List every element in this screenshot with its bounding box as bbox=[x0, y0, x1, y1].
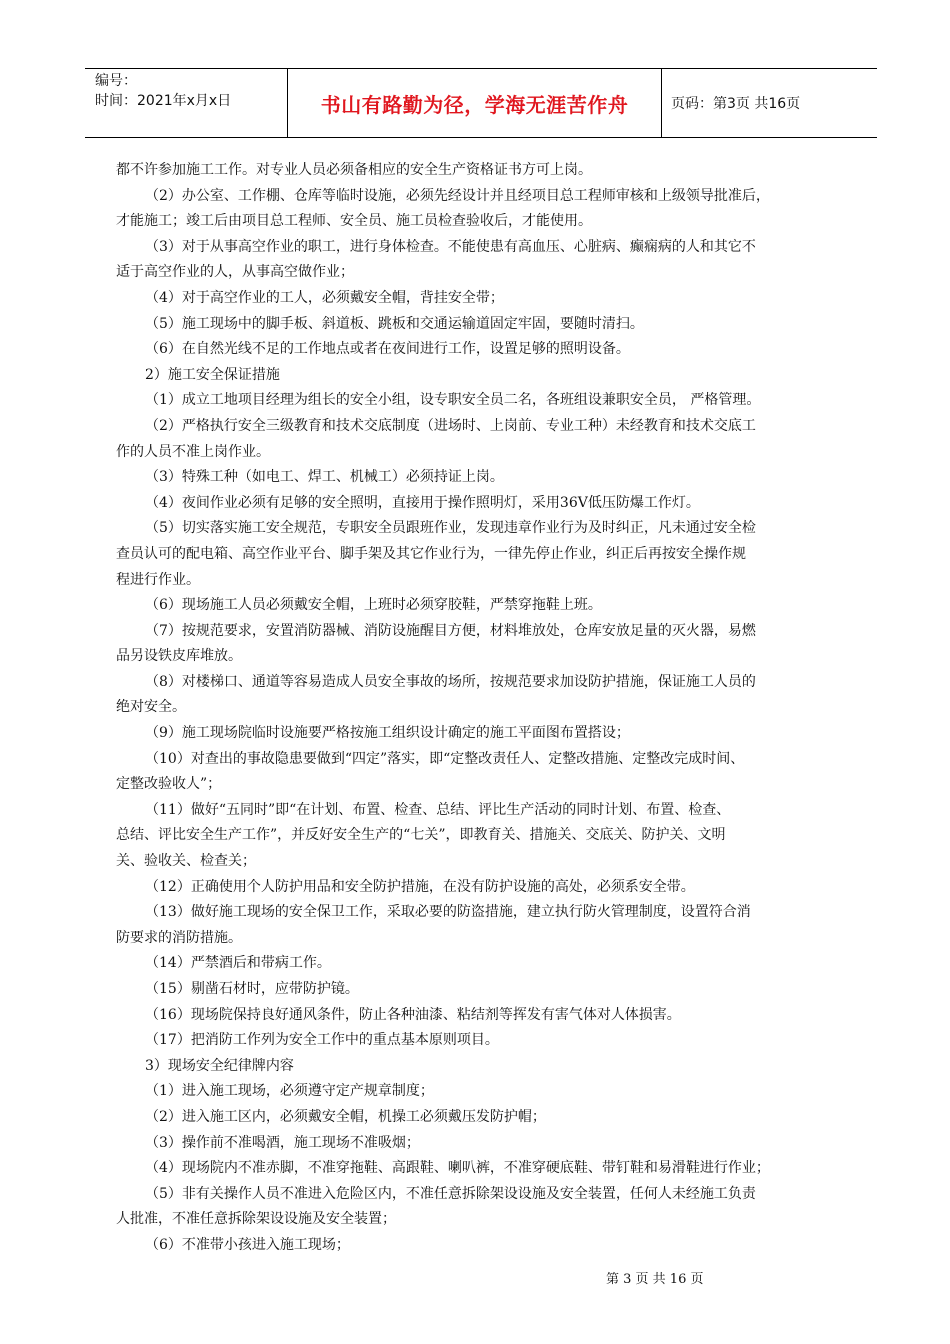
body-line: （6）不准带小孩进入施工现场； bbox=[145, 1236, 350, 1253]
page-footer: 第 3 页 共 16 页 bbox=[606, 1272, 704, 1287]
body-line: （11）做好“五同时”即“在计划、布置、检查、总结、评比生产活动的同时计划、布置、检查、 bbox=[145, 801, 731, 818]
body-line: （2）办公室、工作棚、仓库等临时设施，必须先经设计并且经项目总工程师审核和上级领导批准后， bbox=[145, 187, 770, 204]
body-line: 关、验收关、检查关； bbox=[116, 853, 256, 870]
body-line: 定整改验收人”； bbox=[116, 776, 222, 793]
body-line: （13）做好施工现场的安全保卫工作，采取必要的防盗措施，建立执行防火管理制度，设置符合消 bbox=[145, 904, 751, 921]
body-line: （7）按规范要求，安置消防器械、消防设施醒目方便，材料堆放处，仓库安放足量的灭火器，易燃 bbox=[145, 622, 756, 639]
body-line: 才能施工；竣工后由项目总工程师、安全员、施工员检查验收后，才能使用。 bbox=[116, 213, 592, 230]
header-motto: 书山有路勤为径，学海无涯苦作舟 bbox=[288, 69, 662, 137]
body-line: 程进行作业。 bbox=[116, 571, 200, 588]
body-line: 绝对安全。 bbox=[116, 699, 186, 716]
body-line: （15）剔凿石材时，应带防护镜。 bbox=[145, 981, 359, 997]
body-line: （6）在自然光线不足的工作地点或者在夜间进行工作，设置足够的照明设备。 bbox=[145, 341, 630, 358]
body-line: （17）把消防工作列为安全工作中的重点基本原则项目。 bbox=[145, 1032, 499, 1049]
body-line: （16）现场院保持良好通风条件，防止各种油漆、粘结剂等挥发有害气体对人体损害。 bbox=[145, 1006, 681, 1023]
page-header bbox=[85, 68, 877, 138]
body-line: （14）严禁酒后和带病工作。 bbox=[145, 955, 331, 972]
body-line: （3）对于从事高空作业的职工，进行身体检查。不能使患有高血压、心脏病、癫痫病的人和其它不 bbox=[145, 238, 756, 255]
body-line: （10）对查出的事故隐患要做到“四定”落实，即“定整改责任人、定整改措施、定整改完成时间、 bbox=[145, 750, 745, 767]
body-line: （5）切实落实施工安全规范，专职安全员跟班作业，发现违章作业行为及时纠正，凡未通过安全检 bbox=[145, 520, 756, 537]
body-line: （3）操作前不准喝酒，施工现场不准吸烟； bbox=[145, 1134, 420, 1151]
document-id-label: 编号： bbox=[95, 73, 137, 89]
body-line: （4）现场院内不准赤脚，不准穿拖鞋、高跟鞋、喇叭裤，不准穿硬底鞋、带钉鞋和易滑鞋进行作业； bbox=[145, 1160, 770, 1177]
body-line: （2）进入施工区内，必须戴安全帽，机操工必须戴压发防护帽； bbox=[145, 1108, 546, 1125]
body-line: 3）现场安全纪律牌内容 bbox=[145, 1057, 294, 1074]
body-line: （1）进入施工现场，必须遵守定产规章制度； bbox=[145, 1083, 434, 1100]
body-line: 品另设铁皮库堆放。 bbox=[116, 648, 242, 665]
document-date: 时间：2021年x月x日 bbox=[95, 93, 232, 109]
document-body bbox=[116, 158, 851, 1259]
header-meta bbox=[85, 69, 288, 137]
body-line: 人批准，不准任意拆除架设设施及安全装置； bbox=[116, 1211, 396, 1228]
body-line: （5）施工现场中的脚手板、斜道板、跳板和交通运输道固定牢固，要随时清扫。 bbox=[145, 315, 644, 332]
body-line: （1）成立工地项目经理为组长的安全小组，设专职安全员二名，各班组设兼职安全员， 严格管理。 bbox=[145, 392, 761, 409]
body-line: （3）特殊工种（如电工、焊工、机械工）必须持证上岗。 bbox=[145, 469, 504, 486]
body-line: （6）现场施工人员必须戴安全帽，上班时必须穿胶鞋，严禁穿拖鞋上班。 bbox=[145, 597, 602, 614]
body-line: 防要求的消防措施。 bbox=[116, 929, 242, 946]
header-page-info: 页码：第3页 共16页 bbox=[671, 96, 801, 112]
body-line: 查员认可的配电箱、高空作业平台、脚手架及其它作业行为，一律先停止作业，纠正后再按安全操作规 bbox=[116, 545, 746, 562]
body-line: （2）严格执行安全三级教育和技术交底制度（进场时、上岗前、专业工种）未经教育和技术交底工 bbox=[145, 417, 756, 434]
body-line: （4）夜间作业必须有足够的安全照明，直接用于操作照明灯，采用36V低压防爆工作灯。 bbox=[145, 494, 700, 511]
body-line: （5）非有关操作人员不准进入危险区内，不准任意拆除架设设施及安全装置，任何人未经施工负责 bbox=[145, 1185, 756, 1202]
body-line: （12）正确使用个人防护用品和安全防护措施，在没有防护设施的高处，必须系安全带。 bbox=[145, 878, 695, 895]
body-line: 2）施工安全保证措施 bbox=[145, 366, 280, 383]
body-line: （9）施工现场院临时设施要严格按施工组织设计确定的施工平面图布置搭设； bbox=[145, 725, 630, 742]
body-line: 作的人员不准上岗作业。 bbox=[116, 443, 270, 460]
body-line: （4）对于高空作业的工人，必须戴安全帽，背挂安全带； bbox=[145, 289, 504, 306]
body-line: 总结、评比安全生产工作”，并反好安全生产的“七关”，即教育关、措施关、交底关、防护关、文明 bbox=[116, 827, 726, 844]
body-line: 适于高空作业的人，从事高空做作业； bbox=[116, 264, 354, 281]
body-line: 都不许参加施工工作。对专业人员必须备相应的安全生产资格证书方可上岗。 bbox=[116, 162, 592, 178]
body-line: （8）对楼梯口、通道等容易造成人员安全事故的场所，按规范要求加设防护措施，保证施工人员的 bbox=[145, 673, 756, 690]
